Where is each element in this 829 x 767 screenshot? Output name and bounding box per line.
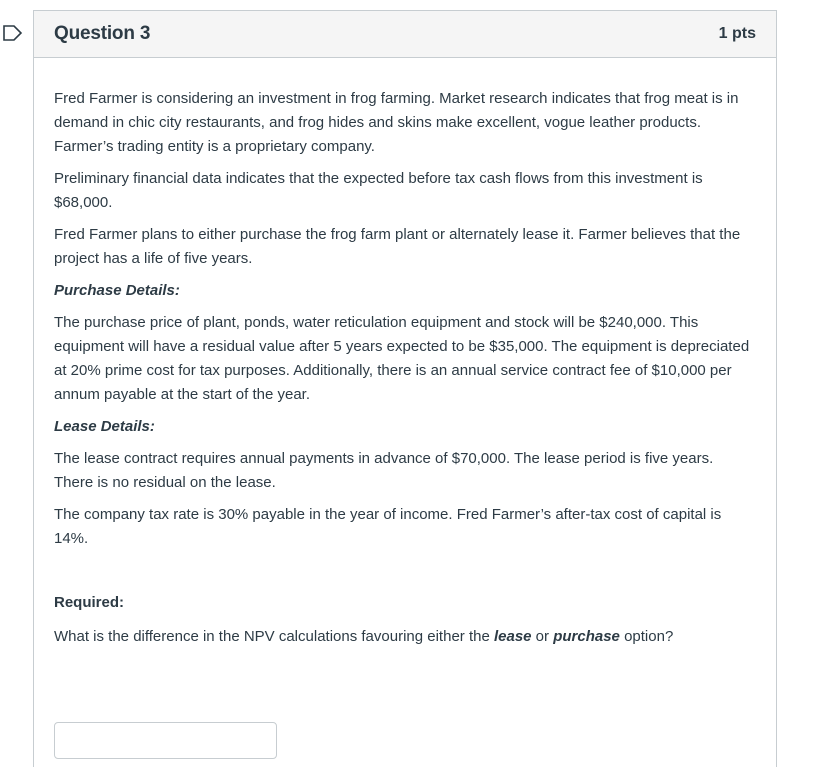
tax-paragraph: The company tax rate is 30% payable in the year of income. Fred Farmer’s after-tax cost of capital is 14%. [54, 506, 722, 547]
prompt-after: option? [619, 628, 674, 645]
question-body [34, 58, 776, 649]
flag-icon [2, 22, 24, 44]
lease-details-text: The lease contract requires annual payments in advance of $70,000. The lease period is five years. There is no residual on the lease. [54, 450, 714, 491]
purchase-details-heading: Purchase Details: [54, 282, 180, 299]
prompt-purchase-word: purchase [553, 628, 620, 645]
cashflow-paragraph: Preliminary financial data indicates that the expected before tax cash flows from this investment is $68,000. [54, 170, 703, 211]
lease-details-heading: Lease Details: [54, 418, 155, 435]
question-points: 1 pts [718, 25, 756, 42]
prompt-before: What is the difference in the NPV calculations favouring either the [54, 628, 494, 645]
purchase-details-text: The purchase price of plant, ponds, water reticulation equipment and stock will be $240,000. This equipment will have a residual value after 5 years expected to be $35,000. The equipment is depreciated at 20% prime cost for tax purposes. Additionally, there is an annual service contract fee of $10,000 per annum payable at the start of the year. [54, 314, 750, 403]
flag-question-button[interactable] [2, 22, 24, 44]
question-header [34, 11, 776, 58]
prompt-lease-word: lease [493, 628, 532, 645]
question-title: Question 3 [54, 23, 151, 44]
question-prompt [54, 625, 756, 649]
answer-input[interactable] [54, 722, 277, 759]
question-card [33, 10, 777, 767]
options-paragraph: Fred Farmer plans to either purchase the frog farm plant or alternately lease it. Farmer believes that the project has a life of five years. [54, 226, 741, 267]
required-label: Required: [54, 594, 125, 611]
prompt-middle: or [531, 628, 554, 645]
intro-paragraph: Fred Farmer is considering an investment in frog farming. Market research indicates that frog meat is in demand in chic city restaurants, and frog hides and skins make excellent, vogue leather products. Farmer’s trading entity is a proprietary company. [54, 90, 739, 155]
